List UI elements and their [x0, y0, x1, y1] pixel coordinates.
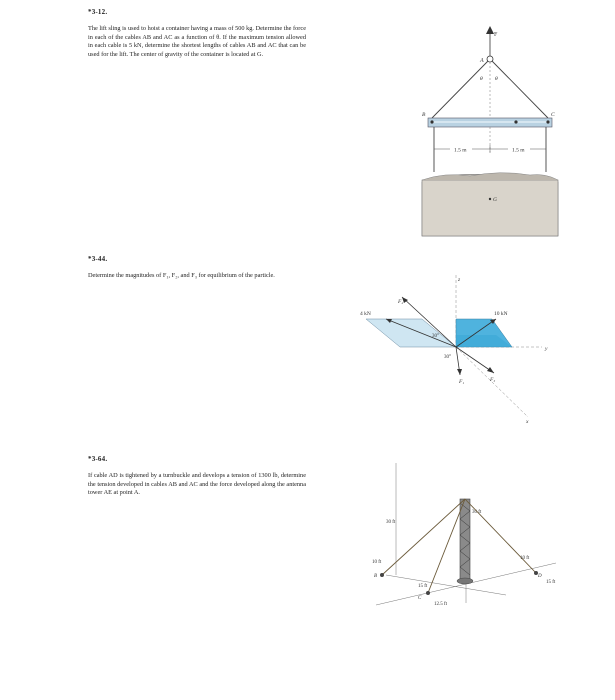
label-height: 30 ft [386, 520, 396, 525]
problem-statement: If cable AD is tightened by a turnbuckle and develops a tension of 1300 lb, determine the tension developed in cables AB and AC and the force developed along the antenna tower AE at point A. [88, 472, 306, 497]
label-f3: F₃ [490, 377, 496, 383]
label-theta-right: θ [495, 76, 498, 82]
problem-statement: Determine the magnitudes of F₁, F₂, and F₃ for equilibrium of the particle. [88, 272, 275, 279]
label-c: C [551, 112, 555, 118]
problem-3-64 [88, 455, 306, 498]
problem-number: *3-44. [88, 255, 108, 263]
label-tower-height: 30 ft [472, 510, 482, 515]
label-a: A [480, 58, 484, 64]
label-c: C [418, 596, 422, 601]
label-angle-2: 30° [444, 355, 451, 360]
label-dim-left: 1.5 m [454, 147, 467, 154]
label-b: B [422, 112, 426, 118]
label-f: F [494, 32, 498, 38]
problem-number: *3-64. [88, 455, 108, 463]
label-dim-125: 12.5 ft [434, 602, 448, 607]
label-f1: F₁ [459, 379, 465, 385]
label-angle-1: 30° [432, 334, 439, 339]
label-z: z [458, 277, 461, 283]
label-dim-15b: 15 ft [546, 580, 556, 585]
antenna-tower-figure [366, 463, 566, 613]
label-force-4kn: 4 kN [360, 311, 371, 317]
problem-3-12 [88, 8, 306, 59]
label-dim-15a: 15 ft [418, 584, 428, 589]
label-force-10kn: 10 kN [494, 311, 508, 317]
label-f2: F₂ [398, 299, 404, 305]
problem-statement: The lift sling is used to hoist a container having a mass of 500 kg. Determine the force in each of the cables AB and AC as a function of θ. If the maximum tension allowed in each cable is 5 kN, determine the shortest lengths of cables AB and AC that can be used for the lift. The center of gravity of the container is located at G. [88, 25, 306, 58]
label-dim-10b: 10 ft [520, 556, 530, 561]
label-d: D [538, 574, 542, 579]
label-dim-right: 1.5 m [512, 147, 525, 154]
particle-equilibrium-figure [356, 275, 556, 425]
label-g: G [493, 197, 497, 203]
label-theta-left: θ [480, 76, 483, 82]
label-dim-10a: 10 ft [372, 560, 382, 565]
problem-3-44 [88, 255, 306, 281]
lift-sling-figure [420, 22, 560, 242]
problem-number: *3-12. [88, 8, 108, 16]
label-x: x [526, 419, 529, 425]
label-y: y [545, 346, 548, 352]
label-b: B [374, 574, 378, 579]
